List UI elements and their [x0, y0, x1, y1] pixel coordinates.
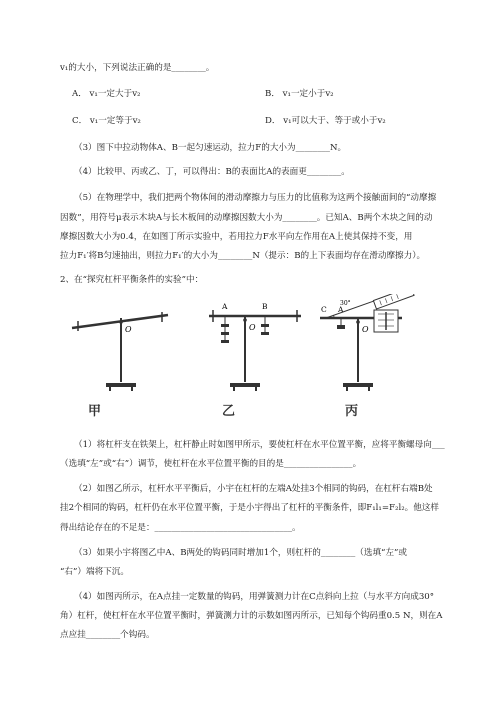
text-line: v₁的大小，下列说法正确的是________。: [60, 63, 215, 73]
text-line: 拉力F₁′将B匀速抽出，则拉力F₁′的大小为________N（提示：B的上下表面均存在滑动摩擦力）。: [60, 251, 426, 261]
figure-yi: [205, 294, 305, 394]
point-c-label: C: [321, 305, 327, 314]
text-line: 角）杠杆，使杠杆在水平位置平衡时，弹簧测力计的示数如图丙所示，已知每个钩码重0.5 N，则在A: [60, 611, 443, 621]
text-line: 得出结论存在的不足是：________________________________。: [60, 523, 301, 533]
text-line: （选填“左”或“右”）调节，使杠杆在水平位置平衡的目的是________________。: [60, 459, 362, 469]
text-line: （3）如果小宇将图乙中A、B两处的钩码同时增加1个，则杠杆的________（选填“左”或: [74, 548, 408, 558]
choice-c: C． v₁一定等于v₂: [72, 116, 141, 126]
text-line: 点应挂________个钩码。: [60, 630, 155, 640]
point-b-label: B: [262, 302, 268, 311]
point-a-label: A: [222, 302, 228, 311]
choice-d: D． v₁可以大于、等于或小于v₂: [265, 116, 386, 126]
text-line: （4）如图丙所示，在A点挂一定数量的钩码，用弹簧测力计在C点斜向上拉（与水平方向成30°: [74, 592, 435, 602]
choice-b: B． v₁一定小于v₂: [265, 89, 334, 99]
text-line: 2、在“探究杠杆平衡条件的实验”中：: [60, 275, 204, 285]
text-line: 因数”，用符号μ表示木块A与长木板间的动摩擦因数大小为________。已知A、B两个木块之间的动: [60, 213, 433, 223]
figure-caption-jia: 甲: [88, 404, 102, 419]
choice-a: A． v₁一定大于v₂: [72, 89, 141, 99]
point-a-label: A: [338, 305, 344, 314]
pivot-label: O: [249, 323, 256, 332]
figure-jia: [66, 294, 176, 394]
figure-caption-yi: 乙: [222, 404, 236, 419]
text-line: （2）如图乙所示，杠杆水平平衡后，小宇在杠杆的左端A处挂3个相同的钩码，在杠杆右端B处: [74, 484, 433, 494]
figure-bing: [318, 294, 438, 394]
figure-caption-bing: 丙: [345, 404, 359, 419]
text-line: （3）图下中拉动物体A、B一起匀速运动，拉力F的大小为________N。: [74, 143, 347, 153]
text-line: （5）在物理学中，我们把两个物体间的滑动摩擦力与压力的比值称为这两个接触面间的“动摩擦: [74, 193, 437, 203]
spring-scale: [373, 294, 414, 309]
text-line: （1）将杠杆支在铁架上，杠杆静止时如图甲所示，要使杠杆在水平位置平衡，应将平衡螺母向___: [74, 440, 445, 450]
text-line: 挂2个相同的钩码，杠杆仍在水平位置平衡，于是小宇得出了杠杆的平衡条件，即F₁l₁=F₂l₂。他这样: [60, 503, 440, 513]
text-line: “右”）端将下沉。: [60, 567, 129, 577]
pivot-label: O: [362, 325, 369, 334]
pivot-label: O: [125, 325, 132, 334]
text-line: 摩擦因数大小为0.4，在如图丁所示实验中，若用拉力F水平向左作用在A上使其保持不变，用: [60, 232, 413, 242]
angle-label: 30°: [340, 300, 351, 307]
text-line: （4）比较甲、丙或乙、丁，可以得出：B的表面比A的表面更________。: [74, 167, 350, 177]
